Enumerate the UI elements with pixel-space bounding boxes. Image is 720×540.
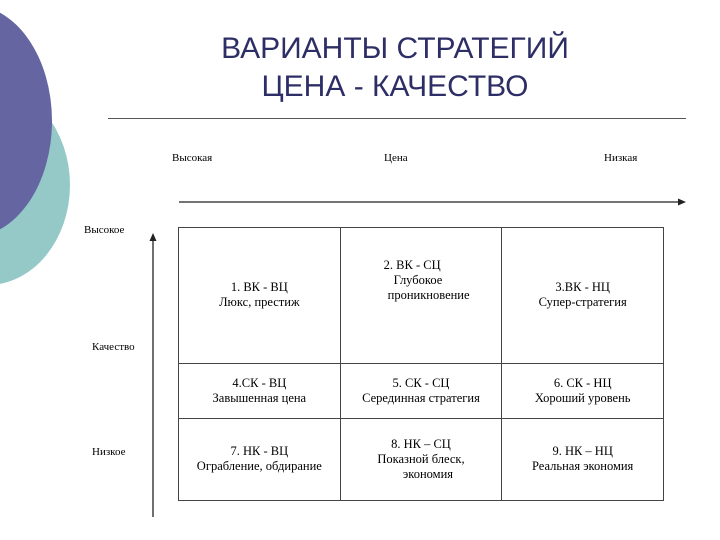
price-high-label: Высокая [172, 152, 213, 164]
title-line-1: ВАРИАНТЫ СТРАТЕГИЙ [221, 32, 569, 65]
quality-axis-arrowhead [150, 233, 157, 241]
strategy-cell: 6. СК - НЦ Хороший уровень [502, 363, 664, 418]
quality-axis-label: Качество [92, 341, 135, 353]
quality-high-label: Высокое [84, 224, 125, 236]
price-axis-label: Цена [384, 152, 408, 164]
strategy-cell: 3.ВК - НЦ Супер-стратегия [502, 228, 664, 364]
title-line-2: ЦЕНА - КАЧЕСТВО [261, 70, 529, 103]
matrix-row-high-quality [179, 228, 664, 364]
matrix-row-low-quality [179, 418, 664, 500]
strategy-cell: 1. ВК - ВЦ Люкс, престиж [179, 228, 341, 364]
price-low-label: Низкая [604, 152, 638, 164]
strategy-cell: 8. НК – СЦ Показной блеск, экономия [340, 418, 502, 500]
quality-low-label: Низкое [92, 446, 126, 458]
strategy-cell: 2. ВК - СЦ Глубокое проникновение [340, 228, 502, 364]
matrix-row-medium-quality [179, 363, 664, 418]
strategy-cell: 7. НК - ВЦ Ограбление, обдирание [179, 418, 341, 500]
strategy-cell: 5. СК - СЦ Серединная стратегия [340, 363, 502, 418]
strategy-cell: 9. НК – НЦ Реальная экономия [502, 418, 664, 500]
strategy-cell: 4.СК - ВЦ Завышенная цена [179, 363, 341, 418]
strategy-matrix [178, 227, 664, 501]
price-axis-arrowhead [678, 199, 686, 206]
